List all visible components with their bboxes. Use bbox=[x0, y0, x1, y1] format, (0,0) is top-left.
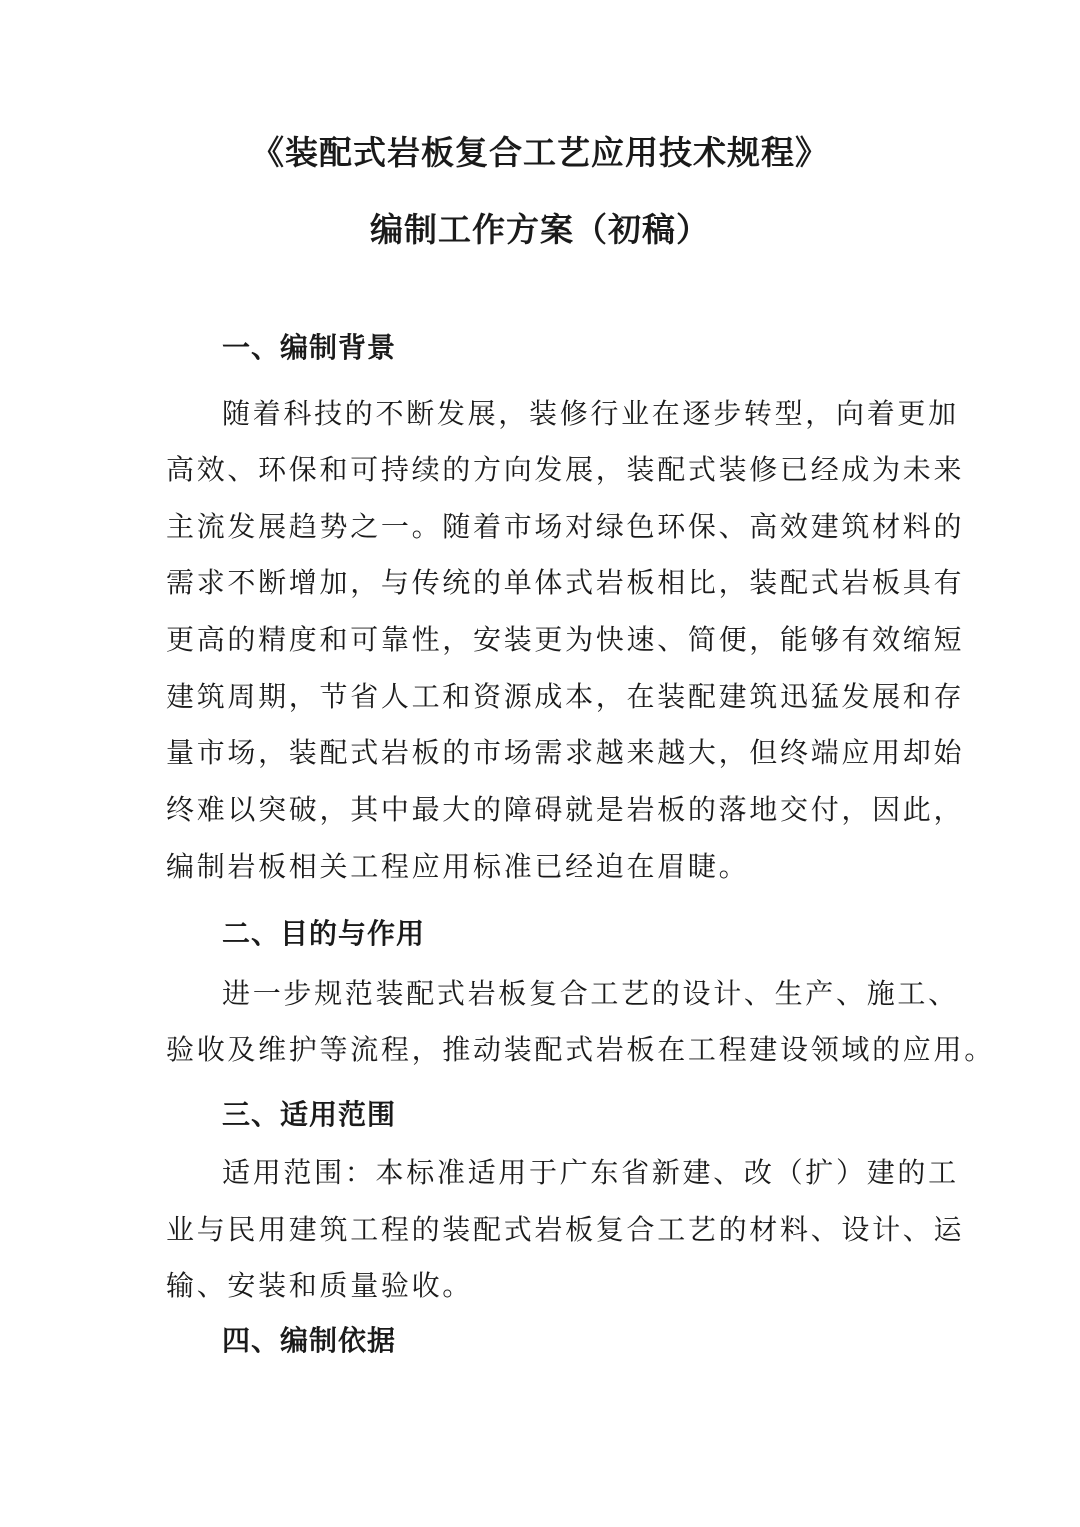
paragraph-line: 主流发展趋势之一。随着市场对绿色环保、高效建筑材料的 bbox=[166, 510, 965, 543]
section-heading-purpose: 二、目的与作用 bbox=[222, 917, 426, 950]
paragraph-line: 随着科技的不断发展，装修行业在逐步转型，向着更加 bbox=[222, 397, 959, 430]
paragraph-line: 业与民用建筑工程的装配式岩板复合工艺的材料、设计、运 bbox=[166, 1213, 965, 1246]
section-heading-background: 一、编制背景 bbox=[222, 331, 397, 364]
section-heading-scope: 三、适用范围 bbox=[222, 1098, 397, 1131]
paragraph-line: 需求不断增加，与传统的单体式岩板相比，装配式岩板具有 bbox=[166, 566, 965, 599]
paragraph-line: 更高的精度和可靠性，安装更为快速、简便，能够有效缩短 bbox=[166, 623, 965, 656]
section-heading-basis: 四、编制依据 bbox=[222, 1324, 397, 1357]
document-title: 《装配式岩板复合工艺应用技术规程》 bbox=[251, 133, 829, 172]
document-subtitle: 编制工作方案（初稿） bbox=[370, 210, 710, 249]
paragraph-line: 终难以突破，其中最大的障碍就是岩板的落地交付，因此， bbox=[166, 793, 965, 826]
paragraph-line: 输、安装和质量验收。 bbox=[166, 1269, 474, 1302]
paragraph-line: 量市场，装配式岩板的市场需求越来越大，但终端应用却始 bbox=[166, 736, 965, 769]
paragraph-line: 验收及维护等流程，推动装配式岩板在工程建设领域的应用。 bbox=[166, 1033, 995, 1066]
paragraph-line: 进一步规范装配式岩板复合工艺的设计、生产、施工、 bbox=[222, 977, 959, 1010]
paragraph-line: 建筑周期，节省人工和资源成本，在装配建筑迅猛发展和存 bbox=[166, 680, 965, 713]
paragraph-line: 高效、环保和可持续的方向发展，装配式装修已经成为未来 bbox=[166, 453, 965, 486]
paragraph-line: 适用范围：本标准适用于广东省新建、改（扩）建的工 bbox=[222, 1156, 959, 1189]
paragraph-line: 编制岩板相关工程应用标准已经迫在眉睫。 bbox=[166, 850, 750, 883]
